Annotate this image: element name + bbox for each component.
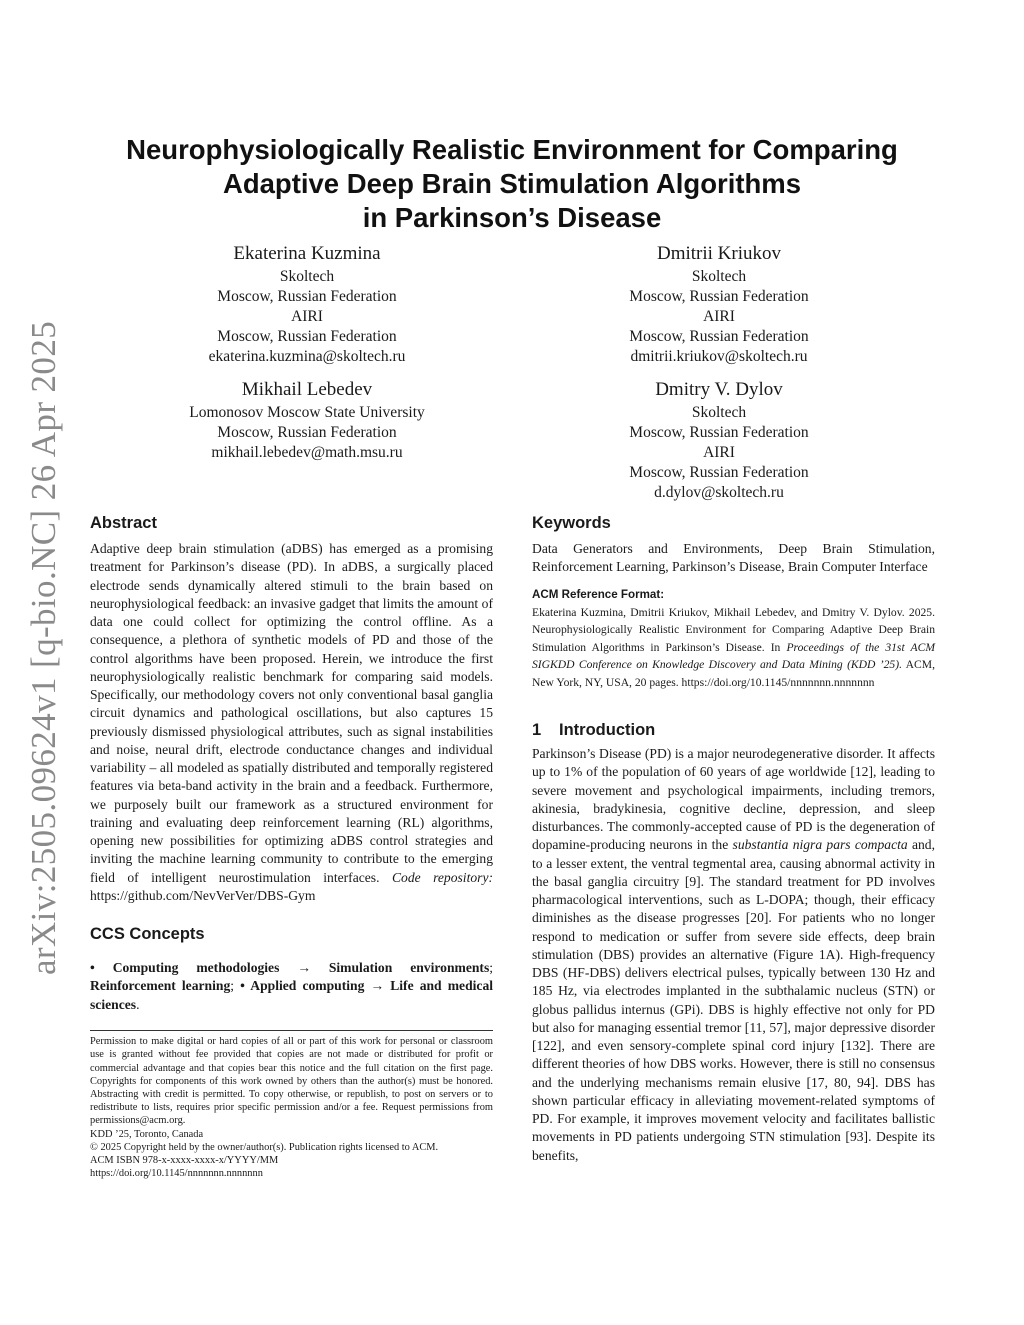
ccs-separator: ; xyxy=(489,959,494,975)
author-affiliation: AIRI xyxy=(703,444,735,461)
code-repository-link[interactable]: https://github.com/NevVerVer/DBS-Gym xyxy=(90,887,316,903)
title-line-1: Neurophysiologically Realistic Environment for Comparing xyxy=(126,134,898,165)
title-line-3: in Parkinson’s Disease xyxy=(362,202,662,233)
author-block-lebedev xyxy=(117,378,497,463)
bullet-glyph: • xyxy=(90,959,95,975)
author-block-kuzmina xyxy=(117,242,497,367)
acm-reference-citation: Ekaterina Kuzmina, Dmitrii Kriukov, Mikhail Lebedev, and Dmitry V. Dylov. 2025. Neurophysiologically Realistic Environment for Comparing Adaptive Deep Brain Stimulation Algorithms in Parkinson’s Disease. In xyxy=(532,605,935,654)
code-repository-label: Code repository: xyxy=(391,869,493,885)
author-affiliation: Lomonosov Moscow State University xyxy=(189,404,425,421)
author-location: Moscow, Russian Federation xyxy=(629,328,809,345)
author-location: Moscow, Russian Federation xyxy=(217,288,397,305)
ccs-separator: ; xyxy=(230,978,235,994)
acm-reference xyxy=(532,604,935,692)
intro-text-part-1: Parkinson’s Disease (PD) is a major neurodegenerative disorder. It affects up to 1% of the population of 60 years of age worldwide [12], leading to severe movement and psychological impairments, including tremors, akinesia, bradykinesia, cognitive decline, depression, and sleep disturbances. The commonly-accepted cause of PD is the degeneration of dopamine-producing neurons in the xyxy=(532,746,935,853)
bullet-glyph: • xyxy=(240,978,245,994)
left-column xyxy=(90,512,493,1180)
acm-reference-proceedings: Proceedings of the 31st ACM SIGKDD Conference on Knowledge Discovery and Data Mining (KDD ’25). xyxy=(532,640,935,671)
venue-line: KDD ’25, Toronto, Canada xyxy=(90,1128,204,1140)
author-email: d.dylov@skoltech.ru xyxy=(654,484,784,501)
arrow-glyph: → xyxy=(370,978,385,994)
section-title: Introduction xyxy=(559,721,656,739)
author-name: Ekaterina Kuzmina xyxy=(233,243,381,264)
abstract-body xyxy=(90,540,493,905)
author-email: ekaterina.kuzmina@skoltech.ru xyxy=(208,348,406,365)
copyright-line: © 2025 Copyright held by the owner/author(s). Publication rights licensed to ACM. xyxy=(90,1141,439,1153)
author-name: Dmitrii Kriukov xyxy=(656,243,782,264)
author-affiliation: AIRI xyxy=(291,308,323,325)
intro-italic-term: substantia nigra pars compacta xyxy=(732,837,908,853)
keywords-text: Data Generators and Environments, Deep Brain Stimulation, Reinforcement Learning, Parkinson’s Disease, Brain Computer Interface xyxy=(532,541,935,575)
abstract-text: Adaptive deep brain stimulation (aDBS) has emerged as a promising treatment for Parkinson’s disease (PD). In aDBS, a surgically placed electrode sends dynamically altered stimuli to the brain based on neurophysiological feedback: an invasive gadget that limits the amount of data one could collect for optimizing the control offline. As a consequence, a plethora of synthetic models of PD and those of the control algorithms have been proposed. Herein, we introduce the first neurophysiologically realistic benchmark for comparing said models. Specifically, our methodology covers not only conventional basal ganglia circuit dynamics and pathological oscillations, but also captures 15 previously dismissed physiological attributes, such as signal instabilities and noise, neural drift, electrode conductance changes and individual variability – all modeled as spatially distributed and temporally registered features via beta-band activity in the brain and a feedback. Furthermore, we purposely built our framework as a structured environment for training and evaluating deep reinforcement learning (RL) algorithms, opening new possibilities for optimizing aDBS control strategies and inviting the machine learning community to contribute to the emerging field of intelligent neurostimulation interfaces. xyxy=(90,541,493,885)
acm-reference-heading: ACM Reference Format: xyxy=(532,587,665,601)
author-affiliation: AIRI xyxy=(703,308,735,325)
author-location: Moscow, Russian Federation xyxy=(217,328,397,345)
author-block-dylov xyxy=(529,378,909,503)
doi-line[interactable]: https://doi.org/10.1145/nnnnnnn.nnnnnnn xyxy=(90,1168,263,1180)
author-affiliation: Skoltech xyxy=(691,268,747,285)
author-email: mikhail.lebedev@math.msu.ru xyxy=(211,444,403,461)
author-location: Moscow, Russian Federation xyxy=(629,288,809,305)
author-block-kriukov xyxy=(529,242,909,367)
arrow-glyph: → xyxy=(297,959,311,975)
intro-text-part-2: and, to a lesser extent, the ventral tegmental area, causing abnormal activity in the basal ganglia circuitry [9]. The standard treatment for PD involves pharmacological interventions, such as L-DOPA; though, their efficacy diminishes as the disease progresses [20]. For patients who no longer respond to medication or suffer from severe side effects, deep brain stimulation (DBS) provides an alternative (Figure 1A). High-frequency DBS (HF-DBS) delivers electrical pulses, typically between 130 Hz and 185 Hz, via electrodes implanted in the subthalamic nucleus (STN) or globus pallidus internus (GPi). DBS is highly effective not only for PD but also for managing essential tremor [11, 57], major depressive disorder [122], and even sensory-complete spinal cord injury [132]. There are different theories of how DBS works. However, there is still no consensus and the underlying mechanisms remain elusive [17, 80, 94]. DBS has shown particular efficacy in alleviating movement-related symptoms of PD. For example, it improves movement velocity and facilitates ballistic movements in PD patients undergoing STN stimulation [93]. Despite its benefits, xyxy=(532,837,935,1163)
ccs-item-applied-computing: Applied computing xyxy=(250,978,365,994)
author-location: Moscow, Russian Federation xyxy=(629,464,809,481)
introduction-body xyxy=(532,745,935,1165)
footnote-divider xyxy=(90,1030,493,1031)
author-email: dmitrii.kriukov@skoltech.ru xyxy=(630,348,808,365)
author-affiliation: Skoltech xyxy=(691,404,747,421)
permission-notice: Permission to make digital or hard copies of all or part of this work for personal or classroom use is granted without fee provided that copies are not made or distributed for profit or commercial advantage and that copies bear this notice and the full citation on the first page. Copyrights for components of this work owned by others than the author(s) must be honored. Abstracting with credit is permitted. To copy otherwise, or republish, to post on servers or to redistribute to lists, requires prior specific permission and/or a fee. Request permissions from permissions@acm.org. xyxy=(90,1036,493,1127)
ccs-item-simulation-environments: Simulation environments xyxy=(328,959,490,975)
abstract-heading: Abstract xyxy=(90,514,157,532)
introduction-heading xyxy=(532,719,935,741)
author-location: Moscow, Russian Federation xyxy=(629,424,809,441)
author-name: Dmitry V. Dylov xyxy=(655,379,783,400)
ccs-heading: CCS Concepts xyxy=(90,925,205,943)
ccs-concepts xyxy=(90,959,493,1015)
acm-reference-publisher: ACM, New York, NY, USA, 20 pages. https://doi.org/10.1145/nnnnnnn.nnnnnnn xyxy=(532,658,935,689)
ccs-item-computing-methodologies: Computing methodologies xyxy=(112,959,280,975)
keywords-heading: Keywords xyxy=(532,514,611,532)
title-line-2: Adaptive Deep Brain Stimulation Algorithms xyxy=(222,168,802,199)
right-column xyxy=(532,512,935,1165)
ccs-item-life-and-medical-sciences: Life and medical sciences xyxy=(90,978,494,1012)
arxiv-identifier: arXiv:2505.09624v1 [q-bio.NC] 26 Apr 2025 xyxy=(24,320,63,975)
section-number: 1 xyxy=(532,721,542,739)
author-location: Moscow, Russian Federation xyxy=(217,424,397,441)
ccs-item-reinforcement-learning: Reinforcement learning xyxy=(90,978,231,994)
isbn-line: ACM ISBN 978-x-xxxx-xxxx-x/YYYY/MM xyxy=(90,1154,279,1166)
ccs-end: . xyxy=(136,996,140,1012)
author-affiliation: Skoltech xyxy=(279,268,335,285)
author-name: Mikhail Lebedev xyxy=(241,379,373,400)
paper-title xyxy=(90,133,934,235)
